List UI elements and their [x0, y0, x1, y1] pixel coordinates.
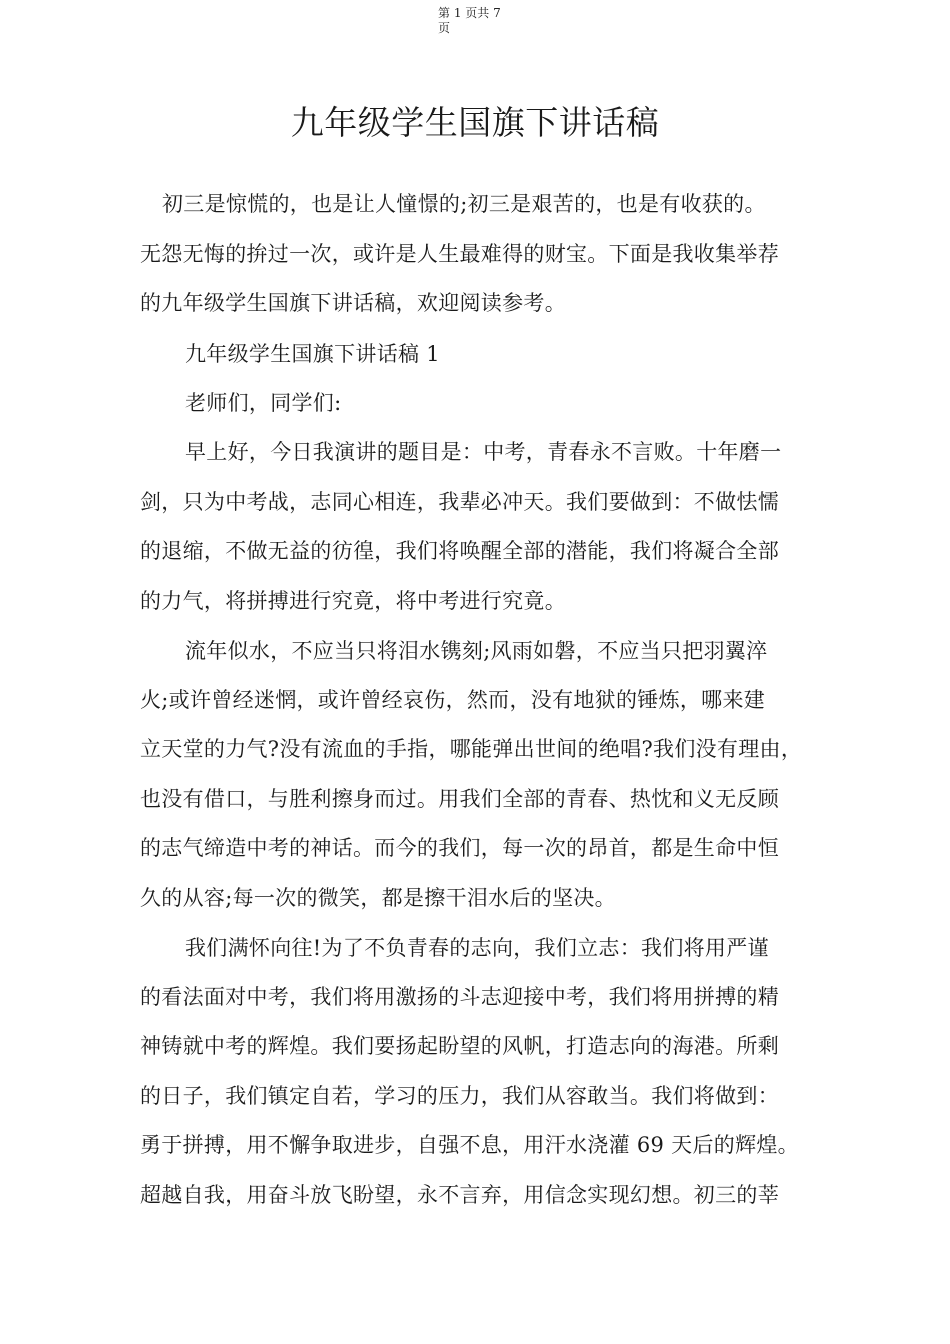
section-heading: 九年级学生国旗下讲话稿 1	[185, 342, 440, 366]
text-line: 我们满怀向往!为了不负青春的志向，我们立志：我们将用严谨	[185, 936, 769, 960]
text-line: 剑，只为中考战，志同心相连，我辈必冲天。我们要做到：不做怯懦	[140, 490, 779, 514]
text-line: 久的从容;每一次的微笑，都是擦干泪水后的坚决。	[140, 886, 616, 910]
text-line: 的看法面对中考，我们将用激扬的斗志迎接中考，我们将用拼搏的精	[140, 985, 779, 1009]
page-indicator-line-1: 第 1 页共 7	[438, 6, 501, 20]
document-title: 九年级学生国旗下讲话稿	[290, 103, 660, 142]
text-line: 无怨无悔的拚过一次，或许是人生最难得的财宝。下面是我收集举荐	[140, 242, 779, 266]
text-line: 流年似水，不应当只将泪水镌刻;风雨如磐，不应当只把羽翼淬	[185, 639, 768, 663]
text-line: 勇于拼搏，用不懈争取进步，自强不息，用汗水浇灌 69 天后的辉煌。	[140, 1133, 799, 1157]
text-line: 神铸就中考的辉煌。我们要扬起盼望的风帆，打造志向的海港。所剩	[140, 1034, 779, 1058]
salutation: 老师们，同学们:	[185, 391, 342, 415]
text-line: 的力气，将拼搏进行究竟，将中考进行究竟。	[140, 589, 566, 613]
text-line: 的日子，我们镇定自若，学习的压力，我们从容敢当。我们将做到：	[140, 1084, 779, 1108]
text-line: 初三是惊慌的，也是让人憧憬的;初三是艰苦的，也是有收获的。	[162, 192, 766, 216]
text-line: 的九年级学生国旗下讲话稿，欢迎阅读参考。	[140, 291, 566, 315]
text-line: 火;或许曾经迷惘，或许曾经哀伤，然而，没有地狱的锤炼，哪来建	[140, 688, 766, 712]
text-line: 超越自我，用奋斗放飞盼望，永不言弃，用信念实现幻想。初三的莘	[140, 1183, 779, 1207]
text-line: 立天堂的力气?没有流血的手指，哪能弹出世间的绝唱?我们没有理由，	[140, 737, 803, 761]
page-indicator-line-2: 页	[438, 21, 451, 35]
text-line: 也没有借口，与胜利擦身而过。用我们全部的青春、热忱和义无反顾	[140, 787, 779, 811]
text-line: 早上好，今日我演讲的题目是：中考，青春永不言败。十年磨一	[185, 440, 782, 464]
text-line: 的退缩，不做无益的彷徨，我们将唤醒全部的潜能，我们将凝合全部	[140, 539, 779, 563]
text-line: 的志气缔造中考的神话。而今的我们，每一次的昂首，都是生命中恒	[140, 836, 779, 860]
